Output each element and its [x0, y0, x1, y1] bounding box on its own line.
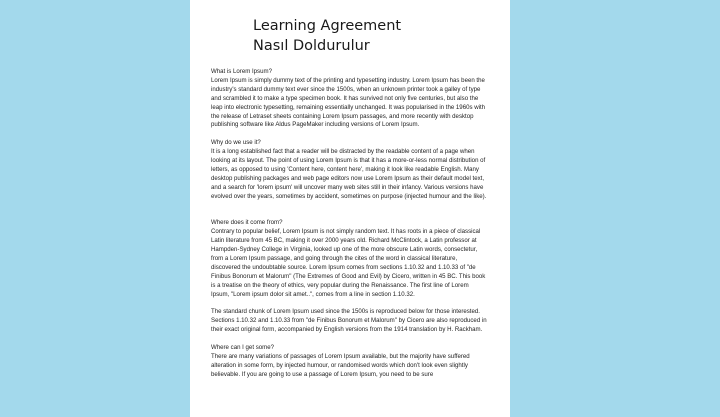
- title-line-2: Nasıl Doldurulur: [253, 38, 370, 54]
- section-heading: Why do we use it?: [211, 139, 261, 147]
- title-line-1: Learning Agreement: [253, 18, 402, 34]
- section-heading: What is Lorem Ipsum?: [211, 68, 272, 75]
- section-paragraph: Contrary to popular belief, Lorem Ipsum is not simply random text. It has roots in a piece of classical Latin literature from 45 BC, making it over 2000 years old. Richard McClintock, a Latin professor at Hampden-Sydney College in Virginia, looked up one of the more obscure Latin words, consectetur, from a Lorem Ipsum passage, and going through the cites of the word in classical literature, discovered the undoubtable source. Lorem Ipsum comes from sections 1.10.32 and 1.10.33 of "de Finibus Bonorum et Malorum" (The Extremes of Good and Evil) by Cicero, written in 45 BC. This book is a treatise on the theory of ethics, very popular during the Renaissance. The first line of Lorem Ipsum, "Lorem ipsum dolor sit amet..", comes from a line in section 1.10.32.: [211, 228, 486, 298]
- section-what-is: [211, 68, 487, 130]
- section-paragraph: The standard chunk of Lorem Ipsum used since the 1500s is reproduced below for those interested. Sections 1.10.32 and 1.10.33 from "de Finibus Bonorum et Malorum" by Cicero are also reproduced in their exact original form, accompanied by English versions from the 1914 translation by H. Rackham.: [211, 308, 487, 334]
- section-where-from: [211, 219, 487, 299]
- section-heading: Where does it come from?: [211, 219, 283, 227]
- section-paragraph: There are many variations of passages of Lorem Ipsum available, but the majority have suffered alteration in some form, by injected humour, or randomised words which don't look even slightly believable. If you are going to use a passage of Lorem Ipsum, you need to be sure: [211, 352, 470, 378]
- document-body: [211, 68, 487, 380]
- section-why-use: [211, 139, 487, 201]
- section-where-get: [211, 344, 487, 380]
- document-title: [253, 16, 510, 56]
- section-heading: Where can I get some?: [211, 344, 274, 352]
- section-paragraph: Lorem Ipsum is simply dummy text of the printing and typesetting industry. Lorem Ipsum has been the industry's standard dummy text ever since the 1500s, when an unknown printer took a galley of type and scrambled it to make a type specimen book. It has survived not only five centuries, but also the leap into electronic typesetting, remaining essentially unchanged. It was popularised in the 1960s with the release of Letraset sheets containing Lorem Ipsum passages, and more recently with desktop publishing software like Aldus PageMaker including versions of Lorem Ipsum.: [211, 76, 486, 129]
- section-paragraph: It is a long established fact that a reader will be distracted by the readable content of a page when looking at its layout. The point of using Lorem Ipsum is that it has a more-or-less normal distribution of letters, as opposed to using 'Content here, content here', making it look like readable English. Many desktop publishing packages and web page editors now use Lorem Ipsum as their default model text, and a search for 'lorem ipsum' will uncover many web sites still in their infancy. Various versions have evolved over the years, sometimes by accident, sometimes on purpose (injected humour and the like).: [211, 148, 487, 200]
- section-standard-chunk: [211, 308, 487, 335]
- document-page: [190, 0, 510, 417]
